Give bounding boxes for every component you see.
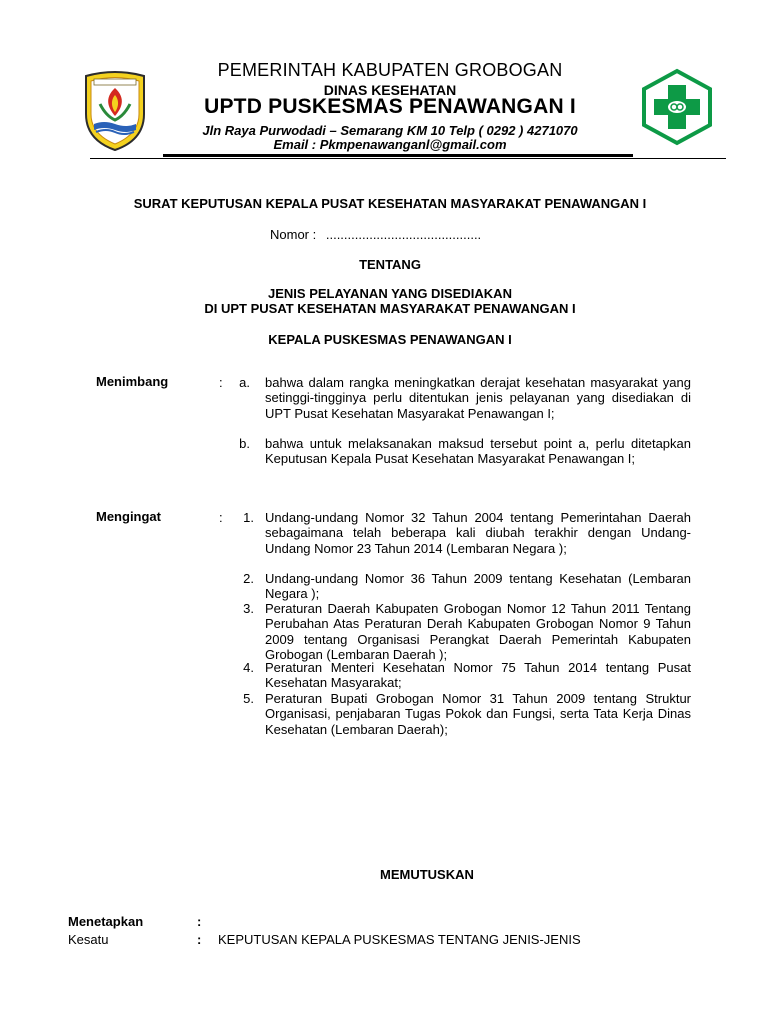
mengingat-mark-2: 2. [243, 571, 254, 586]
government-name: PEMERINTAH KABUPATEN GROBOGAN [217, 60, 563, 80]
menimbang-colon: : [219, 375, 223, 390]
number-line [270, 227, 481, 242]
first-label: Kesatu [68, 932, 109, 947]
first-decision-text: KEPUTUSAN KEPALA PUSKESMAS TENTANG JENIS-JENIS [218, 932, 581, 947]
document-title: SURAT KEPUTUSAN KEPALA PUSAT KESEHATAN MASYARAKAT PENAWANGAN I [133, 196, 647, 211]
issuer-heading: KEPALA PUSKESMAS PENAWANGAN I [268, 332, 512, 347]
mengingat-item-2: Undang-undang Nomor 36 Tahun 2009 tentang Kesehatan (Lembaran Negara ); [265, 571, 691, 602]
establish-colon: : [197, 914, 202, 929]
mengingat-colon: : [219, 510, 223, 525]
email-line: Email : Pkmpenawanganl@gmail.com [273, 137, 507, 152]
establish-label: Menetapkan [68, 914, 144, 929]
mengingat-item-3: Peraturan Daerah Kabupaten Grobogan Nomor 12 Tahun 2011 Tentang Perubahan Atas Peraturan Derah Kabupaten Grobogan Nomor 9 Tahun 2009 tentang Organisasi Perangkat Daerah Pemerintah Kabupaten Grobogan (Lembaran Daerah ); [265, 601, 691, 663]
menimbang-label: Menimbang [96, 374, 169, 389]
department-name: DINAS KESEHATAN [323, 82, 457, 98]
mengingat-item-1: Undang-undang Nomor 32 Tahun 2004 tentang Pemerintahan Daerah sebagaimana telah beberapa kali diubah terakhir dengan Undang-Undang Nomor 23 Tahun 2014 (Lembaran Negara ); [265, 510, 691, 556]
menimbang-item-a: bahwa dalam rangka meningkatkan derajat kesehatan masyarakat yang setinggi-tingginya perlu ditentukan jenis pelayanan yang disediakan di UPT Pusat Kesehatan Masyarakat Penawangan I; [265, 375, 691, 421]
first-colon: : [197, 932, 202, 947]
menimbang-mark-a: a. [239, 375, 250, 390]
unit-name: UPTD PUSKESMAS PENAWANGAN I [204, 95, 576, 118]
puskesmas-cross-icon [641, 68, 713, 146]
number-label: Nomor : [270, 227, 317, 242]
mengingat-item-4: Peraturan Menteri Kesehatan Nomor 75 Tahun 2014 tentang Pusat Kesehatan Masyarakat; [265, 660, 691, 691]
mengingat-label: Mengingat [96, 509, 161, 524]
regency-crest-icon [80, 70, 150, 152]
header-rule-thin [90, 158, 726, 159]
mengingat-mark-3: 3. [243, 601, 254, 616]
number-value: ........................................... [325, 227, 482, 242]
header-rule-thick [163, 154, 633, 157]
about-heading: TENTANG [359, 257, 421, 272]
mengingat-mark-5: 5. [243, 691, 254, 706]
subject-line-2: DI UPT PUSAT KESEHATAN MASYARAKAT PENAWANGAN I [204, 301, 576, 316]
mengingat-mark-4: 4. [243, 660, 254, 675]
address-line: Jln Raya Purwodadi – Semarang KM 10 Telp ( 0292 ) 4271070 [202, 123, 578, 138]
menimbang-mark-b: b. [239, 436, 250, 451]
mengingat-item-5: Peraturan Bupati Grobogan Nomor 31 Tahun 2009 tentang Struktur Organisasi, penjabaran Tugas Pokok dan Fungsi, serta Tata Kerja Dinas Kesehatan (Lembaran Daerah); [265, 691, 691, 737]
menimbang-item-b: bahwa untuk melaksanakan maksud tersebut point a, perlu ditetapkan Keputusan Kepala Pusat Kesehatan Masyarakat Penawangan I; [265, 436, 691, 467]
decision-heading: MEMUTUSKAN [380, 867, 474, 882]
mengingat-mark-1: 1. [243, 510, 254, 525]
subject-line-1: JENIS PELAYANAN YANG DISEDIAKAN [268, 286, 512, 301]
